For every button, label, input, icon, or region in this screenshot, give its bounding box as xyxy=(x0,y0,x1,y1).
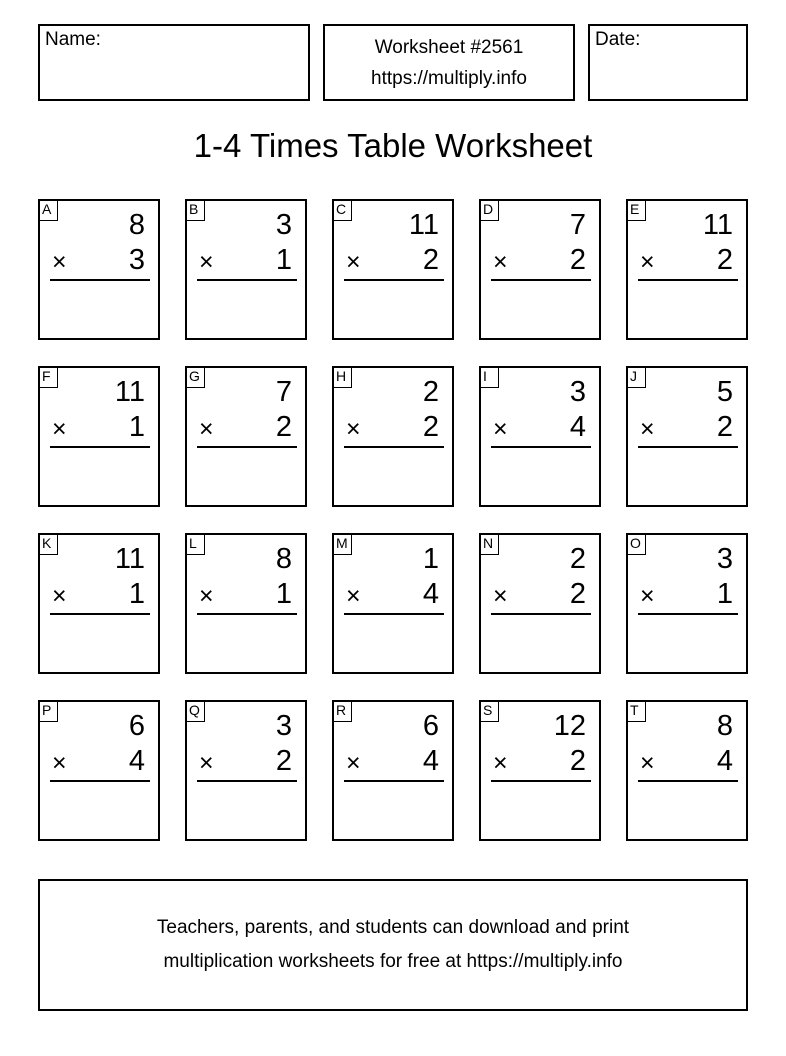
multiplier: 2 xyxy=(716,411,733,443)
problem-card xyxy=(38,366,160,507)
problem-letter: T xyxy=(626,700,646,722)
problem-letter: P xyxy=(38,700,58,722)
multiplier: 1 xyxy=(275,578,292,610)
multiplicand: 12 xyxy=(553,710,586,742)
problem-card xyxy=(38,199,160,340)
multiplier: 2 xyxy=(569,745,586,777)
answer-line xyxy=(344,446,444,448)
problem-letter: K xyxy=(38,533,58,555)
multiply-sign: × xyxy=(346,582,361,610)
multiplicand: 11 xyxy=(114,543,145,575)
problem-card xyxy=(479,366,601,507)
problem-card xyxy=(626,533,748,674)
problem-letter: O xyxy=(626,533,646,555)
problem-card xyxy=(479,199,601,340)
problem-card xyxy=(332,199,454,340)
answer-line xyxy=(50,613,150,615)
answer-line xyxy=(50,780,150,782)
problem-card xyxy=(332,366,454,507)
multiplier: 1 xyxy=(128,411,145,443)
multiply-sign: × xyxy=(199,749,214,777)
problem-card xyxy=(626,199,748,340)
multiply-sign: × xyxy=(493,749,508,777)
problem-card xyxy=(38,533,160,674)
multiplier: 2 xyxy=(716,244,733,276)
multiply-sign: × xyxy=(52,415,67,443)
problem-letter: S xyxy=(479,700,499,722)
multiplier: 2 xyxy=(569,578,586,610)
answer-line xyxy=(638,613,738,615)
problem-card xyxy=(185,700,307,841)
worksheet-number: Worksheet #2561 xyxy=(374,37,524,58)
multiplier: 2 xyxy=(422,244,439,276)
multiplier: 4 xyxy=(422,745,439,777)
multiplier: 4 xyxy=(128,745,145,777)
multiply-sign: × xyxy=(640,749,655,777)
multiply-sign: × xyxy=(52,582,67,610)
multiplicand: 8 xyxy=(275,543,292,575)
problem-card xyxy=(185,533,307,674)
problem-letter: D xyxy=(479,199,499,221)
footer-box xyxy=(38,879,748,1011)
page-title: 1-4 Times Table Worksheet xyxy=(193,127,593,164)
multiply-sign: × xyxy=(493,582,508,610)
multiplicand: 3 xyxy=(716,543,733,575)
problem-card xyxy=(332,533,454,674)
multiplicand: 8 xyxy=(128,209,145,241)
multiply-sign: × xyxy=(640,248,655,276)
multiply-sign: × xyxy=(199,248,214,276)
multiplier: 4 xyxy=(716,745,733,777)
multiplicand: 2 xyxy=(569,543,586,575)
problem-letter: R xyxy=(332,700,352,722)
multiplicand: 3 xyxy=(275,209,292,241)
multiplicand: 5 xyxy=(716,376,733,408)
problem-card xyxy=(185,199,307,340)
worksheet-id-box xyxy=(323,24,575,101)
multiply-sign: × xyxy=(640,415,655,443)
problem-letter: L xyxy=(185,533,205,555)
multiplier: 1 xyxy=(275,244,292,276)
date-label: Date: xyxy=(595,29,641,50)
multiply-sign: × xyxy=(52,248,67,276)
answer-line xyxy=(197,613,297,615)
problem-letter: N xyxy=(479,533,499,555)
problem-card xyxy=(479,533,601,674)
multiplicand: 7 xyxy=(275,376,292,408)
answer-line xyxy=(638,446,738,448)
answer-line xyxy=(491,780,591,782)
problem-letter: I xyxy=(479,366,499,388)
multiplier: 2 xyxy=(275,745,292,777)
multiplicand: 3 xyxy=(275,710,292,742)
name-field-box xyxy=(38,24,310,101)
problem-card xyxy=(626,700,748,841)
name-label: Name: xyxy=(45,29,101,50)
multiplicand: 3 xyxy=(569,376,586,408)
answer-line xyxy=(344,780,444,782)
multiplicand: 6 xyxy=(128,710,145,742)
answer-line xyxy=(491,613,591,615)
date-field-box xyxy=(588,24,748,101)
answer-line xyxy=(197,446,297,448)
multiplicand: 11 xyxy=(702,209,733,241)
multiply-sign: × xyxy=(493,248,508,276)
multiply-sign: × xyxy=(346,248,361,276)
problem-letter: H xyxy=(332,366,352,388)
answer-line xyxy=(197,780,297,782)
multiplicand: 8 xyxy=(716,710,733,742)
multiplier: 2 xyxy=(422,411,439,443)
answer-line xyxy=(344,279,444,281)
problem-letter: B xyxy=(185,199,205,221)
multiply-sign: × xyxy=(52,749,67,777)
answer-line xyxy=(197,279,297,281)
footer-line-2: multiplication worksheets for free at https://multiply.info xyxy=(163,951,623,972)
multiply-sign: × xyxy=(346,415,361,443)
multiplicand: 2 xyxy=(422,376,439,408)
multiplier: 3 xyxy=(128,244,145,276)
problem-card xyxy=(626,366,748,507)
multiply-sign: × xyxy=(199,582,214,610)
multiplier: 4 xyxy=(569,411,586,443)
answer-line xyxy=(50,279,150,281)
problem-card xyxy=(479,700,601,841)
problem-letter: C xyxy=(332,199,352,221)
multiplier: 4 xyxy=(422,578,439,610)
problem-letter: M xyxy=(332,533,352,555)
multiplier: 1 xyxy=(716,578,733,610)
problem-letter: E xyxy=(626,199,646,221)
problem-letter: Q xyxy=(185,700,205,722)
problem-letter: J xyxy=(626,366,646,388)
multiply-sign: × xyxy=(199,415,214,443)
worksheet-url: https://multiply.info xyxy=(371,68,527,89)
answer-line xyxy=(344,613,444,615)
problem-letter: A xyxy=(38,199,58,221)
problem-card xyxy=(185,366,307,507)
problem-card xyxy=(332,700,454,841)
answer-line xyxy=(491,446,591,448)
multiply-sign: × xyxy=(493,415,508,443)
multiply-sign: × xyxy=(346,749,361,777)
problem-letter: G xyxy=(185,366,205,388)
multiplicand: 11 xyxy=(408,209,439,241)
multiplier: 2 xyxy=(275,411,292,443)
answer-line xyxy=(638,279,738,281)
answer-line xyxy=(491,279,591,281)
footer-line-1: Teachers, parents, and students can download and print xyxy=(156,917,630,938)
problem-letter: F xyxy=(38,366,58,388)
multiplicand: 6 xyxy=(422,710,439,742)
multiply-sign: × xyxy=(640,582,655,610)
answer-line xyxy=(50,446,150,448)
multiplicand: 11 xyxy=(114,376,145,408)
answer-line xyxy=(638,780,738,782)
multiplier: 1 xyxy=(128,578,145,610)
multiplicand: 1 xyxy=(422,543,439,575)
problem-card xyxy=(38,700,160,841)
multiplicand: 7 xyxy=(569,209,586,241)
multiplier: 2 xyxy=(569,244,586,276)
